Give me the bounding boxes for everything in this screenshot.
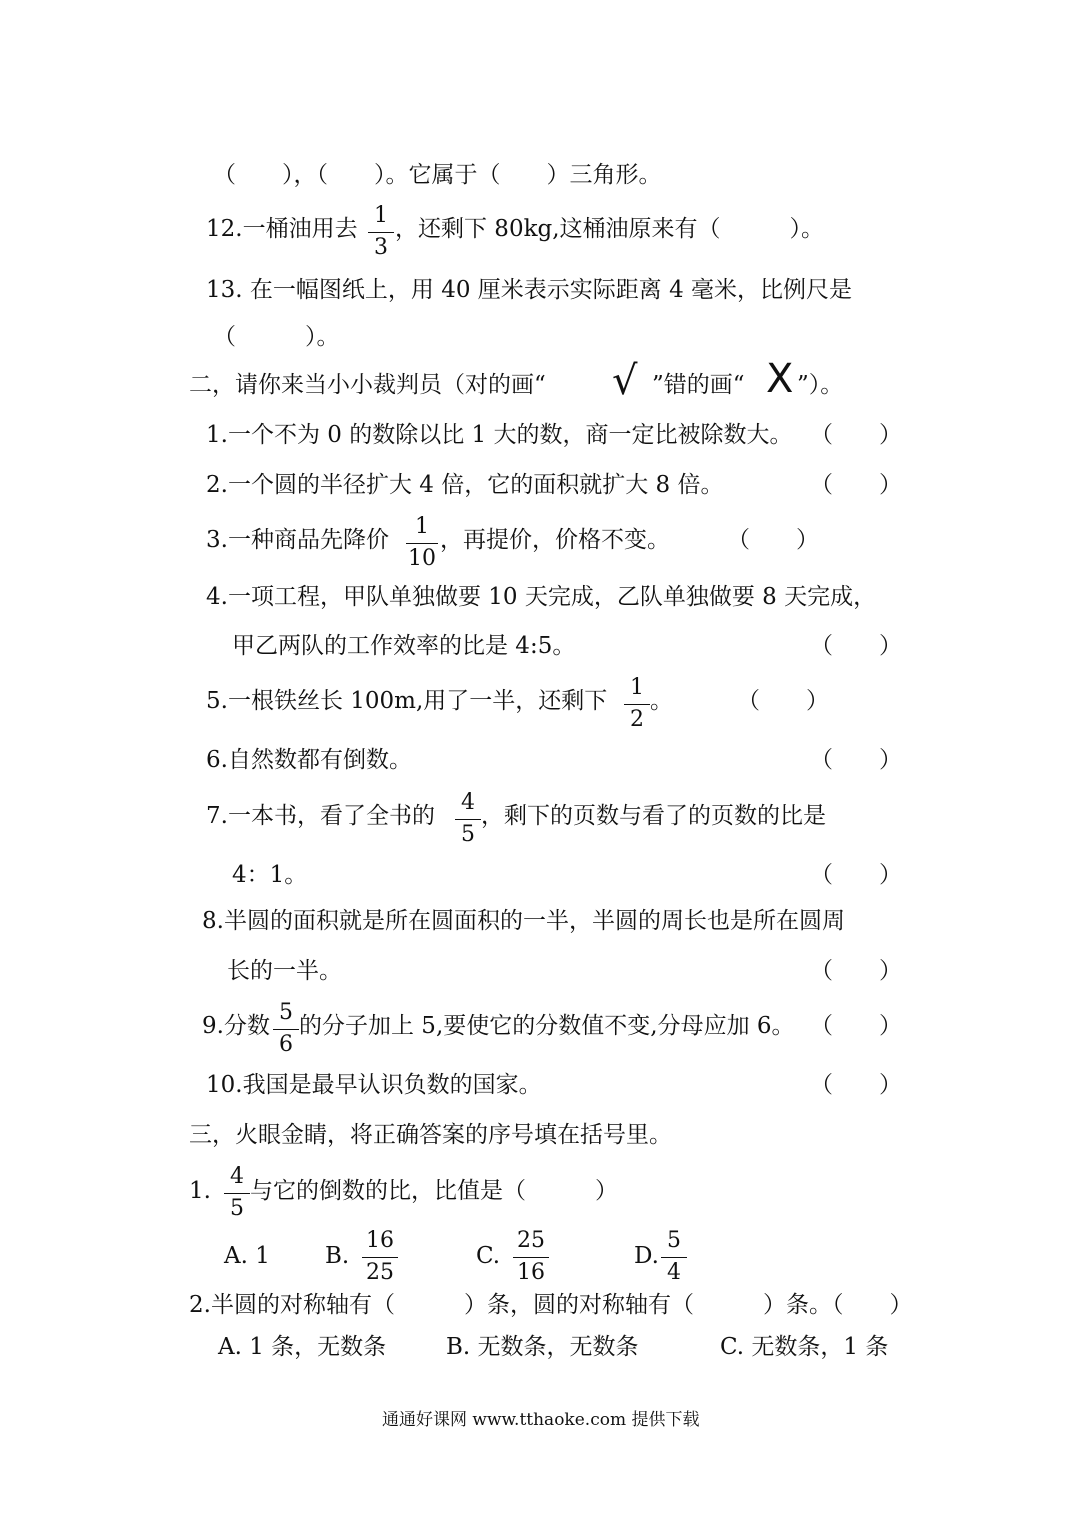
choice-1-option-b-label: B.: [325, 1243, 350, 1269]
judge-item-2: 2.一个圆的半径扩大 4 倍，它的面积就扩大 8 倍。: [206, 472, 724, 498]
judge-9-text-pre: 9.分数: [202, 1013, 270, 1039]
choice-question-2: 2.半圆的对称轴有（ ）条，圆的对称轴有（ ）条。（ ）: [189, 1292, 913, 1318]
answer-paren-1: （ ）: [810, 422, 902, 448]
q12-fraction: [368, 205, 394, 261]
choice-1-option-d-fraction: [661, 1230, 687, 1286]
judge-item-8-line-1: 8.半圆的面积就是所在圆面积的一半，半圆的周长也是所在圆周: [202, 908, 845, 934]
judge-3-text-pre: 3.一种商品先降价: [206, 527, 389, 553]
check-mark-icon: √: [612, 358, 638, 404]
answer-paren-3: （ ）: [727, 527, 819, 553]
judge-3-numerator: 1: [415, 514, 429, 539]
fraction-bar: [368, 232, 394, 233]
judge-7-text-pre: 7.一本书，看了全书的: [206, 803, 435, 829]
answer-paren-7: （ ）: [810, 862, 902, 888]
q12-text-post: ，还剩下 80kg,这桶油原来有（ ）。: [395, 216, 825, 242]
option-d-numerator: 5: [667, 1228, 681, 1253]
judge-3-text-post: ，再提价，价格不变。: [440, 527, 670, 553]
judge-item-10: 10.我国是最早认识负数的国家。: [206, 1072, 542, 1098]
judge-item-4-line-1: 4.一项工程，甲队单独做要 10 天完成，乙队单独做要 8 天完成，: [206, 584, 877, 610]
q12-text-pre: 12.一桶油用去: [206, 216, 358, 242]
judge-5-denominator: 2: [630, 707, 644, 732]
fraction-bar: [624, 704, 650, 705]
choice-2-option-b: B. 无数条，无数条: [446, 1334, 639, 1360]
section-3-heading: 三，火眼金睛，将正确答案的序号填在括号里。: [189, 1122, 672, 1148]
option-c-denominator: 16: [517, 1260, 545, 1285]
choice-1-option-c-label: C.: [476, 1243, 501, 1269]
choice-1-option-b-fraction: [362, 1230, 398, 1286]
option-b-numerator: 16: [366, 1228, 394, 1253]
section-2-text-mid: ”错的画“: [652, 372, 745, 398]
judge-5-text-pre: 5.一根铁丝长 100m,用了一半，还剩下: [206, 688, 608, 714]
judge-7-fraction: [455, 792, 481, 848]
judge-5-text-post: 。: [650, 688, 673, 714]
cross-mark-icon: X: [766, 356, 794, 402]
choice-1-denominator: 5: [230, 1196, 244, 1221]
choice-1-text-post: 与它的倒数的比，比值是（ ）: [250, 1178, 618, 1204]
judge-7-text-post: ，剩下的页数与看了的页数的比是: [481, 803, 826, 829]
fraction-bar: [455, 819, 481, 820]
judge-7-numerator: 4: [461, 790, 475, 815]
q13-line-1: 13. 在一幅图纸上，用 40 厘米表示实际距离 4 毫米，比例尺是: [206, 277, 853, 303]
fraction-bar: [406, 543, 438, 544]
judge-9-text-post: 的分子加上 5,要使它的分数值不变,分母应加 6。: [299, 1013, 795, 1039]
choice-1-option-d-label: D.: [634, 1243, 659, 1269]
q13-line-2: （ ）。: [213, 324, 340, 350]
judge-7-denominator: 5: [461, 822, 475, 847]
fraction-bar: [273, 1029, 299, 1030]
judge-3-fraction: [406, 516, 438, 572]
judge-9-numerator: 5: [279, 1000, 293, 1025]
choice-2-option-c: C. 无数条，1 条: [720, 1334, 889, 1360]
answer-paren-8: （ ）: [810, 958, 902, 984]
judge-item-6: 6.自然数都有倒数。: [206, 747, 412, 773]
answer-paren-2: （ ）: [810, 472, 902, 498]
choice-1-option-a: A. 1: [224, 1243, 270, 1269]
judge-3-denominator: 10: [408, 546, 436, 571]
answer-paren-4: （ ）: [810, 633, 902, 659]
judge-5-numerator: 1: [630, 675, 644, 700]
fraction-bar: [362, 1257, 398, 1258]
judge-item-1: 1.一个不为 0 的数除以比 1 大的数，商一定比被除数大。: [206, 422, 793, 448]
page-footer: 通通好课网 www.tthaoke.com 提供下载: [382, 1410, 700, 1430]
q12-denominator: 3: [374, 235, 388, 260]
answer-paren-9: （ ）: [810, 1013, 902, 1039]
fraction-bar: [661, 1257, 687, 1258]
judge-item-8-line-2: 长的一半。: [227, 958, 342, 984]
continuation-line: （ ），（ ）。它属于（ ）三角形。: [213, 162, 662, 188]
judge-5-fraction: [624, 677, 650, 733]
choice-1-label: 1.: [189, 1178, 211, 1204]
answer-paren-6: （ ）: [810, 747, 902, 773]
q12-numerator: 1: [374, 203, 388, 228]
answer-paren-10: （ ）: [810, 1072, 902, 1098]
choice-1-fraction: [224, 1166, 250, 1222]
section-2-text-pre: 二，请你来当小小裁判员（对的画“: [189, 372, 546, 398]
choice-2-option-a: A. 1 条，无数条: [218, 1334, 387, 1360]
fraction-bar: [224, 1193, 250, 1194]
answer-paren-5: （ ）: [737, 688, 829, 714]
judge-item-4-line-2: 甲乙两队的工作效率的比是 4:5。: [232, 633, 576, 659]
fraction-bar: [513, 1257, 549, 1258]
choice-1-option-c-fraction: [513, 1230, 549, 1286]
judge-9-denominator: 6: [279, 1032, 293, 1057]
judge-7-line-2: 4：1。: [232, 862, 308, 888]
option-d-denominator: 4: [667, 1260, 681, 1285]
option-b-denominator: 25: [366, 1260, 394, 1285]
judge-9-fraction: [273, 1002, 299, 1058]
choice-1-numerator: 4: [230, 1164, 244, 1189]
section-2-text-post: ”）。: [797, 372, 844, 398]
option-c-numerator: 25: [517, 1228, 545, 1253]
